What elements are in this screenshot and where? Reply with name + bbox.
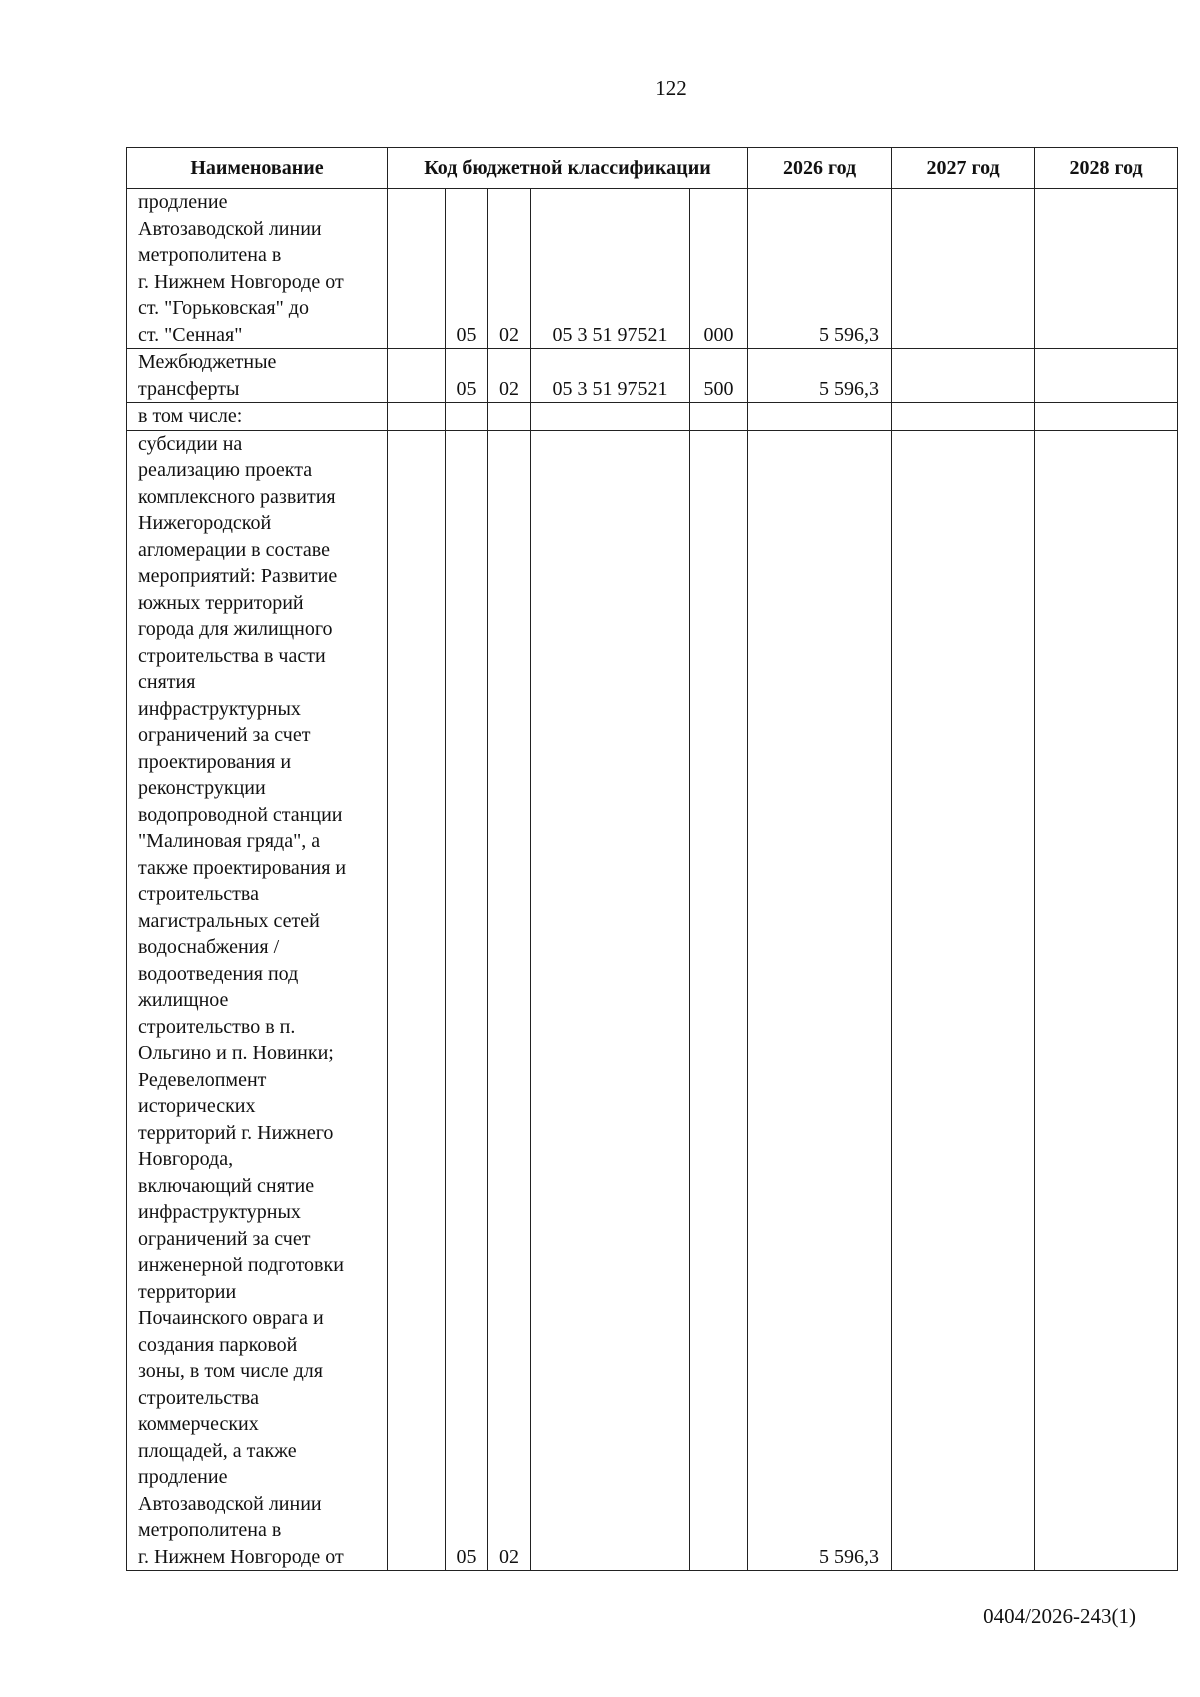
row-section [446, 403, 488, 431]
row-value-2028 [1035, 430, 1178, 1571]
row-target-code [531, 430, 690, 1571]
row-code-blank [388, 189, 446, 349]
document-code: 0404/2026-243(1) [983, 1604, 1136, 1628]
row-section: 05 [446, 189, 488, 349]
row-value-2027 [892, 403, 1035, 431]
row-name: субсидии на реализацию проекта комплексного развития Нижегородской агломерации в составе мероприятий: Развитие южных территорий города для жилищного строительства в части снятия инфраструктурных ограничений за счет проектирования и реконструкции водопроводной станции "Малиновая гряда", а также проектирования и строительства магистральных сетей водоснабжения / водоотведения под жилищное строительство в п. Ольгино и п. Новинки; Редевелопмент исторических территорий г. Нижнего Новгорода, включающий снятие инфраструктурных ограничений за счет инженерной подготовки территории Почаинского оврага и создания парковой зоны, в том числе для строительства коммерческих площадей, а также продление Автозаводской линии метрополитена в г. Нижнем Новгороде от [127, 430, 388, 1571]
row-name: продление Автозаводской линии метрополитена в г. Нижнем Новгороде от ст. "Горьковская" до ст. "Сенная" [127, 189, 388, 349]
table-row [127, 403, 1178, 431]
page-number: 122 [655, 76, 687, 100]
row-subsection [488, 403, 531, 431]
row-expense-type: 000 [690, 189, 748, 349]
row-subsection: 02 [488, 189, 531, 349]
row-subsection: 02 [488, 430, 531, 1571]
row-target-code [531, 403, 690, 431]
table-header-row [127, 148, 1178, 189]
row-expense-type [690, 430, 748, 1571]
header-2027: 2027 год [892, 148, 1035, 189]
row-code-blank [388, 403, 446, 431]
table-row [127, 430, 1178, 1571]
row-value-2026: 5 596,3 [748, 189, 892, 349]
row-target-code: 05 3 51 97521 [531, 189, 690, 349]
table-row [127, 189, 1178, 349]
row-value-2028 [1035, 403, 1178, 431]
row-value-2026: 5 596,3 [748, 349, 892, 403]
budget-table [126, 147, 1178, 1571]
header-name: Наименование [127, 148, 388, 189]
row-value-2027 [892, 349, 1035, 403]
row-subsection: 02 [488, 349, 531, 403]
row-section: 05 [446, 430, 488, 1571]
table-row [127, 349, 1178, 403]
row-value-2028 [1035, 189, 1178, 349]
header-code: Код бюджетной классификации [388, 148, 748, 189]
header-2026: 2026 год [748, 148, 892, 189]
row-target-code: 05 3 51 97521 [531, 349, 690, 403]
row-value-2027 [892, 430, 1035, 1571]
row-section: 05 [446, 349, 488, 403]
row-value-2026: 5 596,3 [748, 430, 892, 1571]
row-expense-type [690, 403, 748, 431]
row-code-blank [388, 430, 446, 1571]
row-name: в том числе: [127, 403, 388, 431]
header-2028: 2028 год [1035, 148, 1178, 189]
row-value-2027 [892, 189, 1035, 349]
row-value-2026 [748, 403, 892, 431]
row-name: Межбюджетные трансферты [127, 349, 388, 403]
row-expense-type: 500 [690, 349, 748, 403]
row-code-blank [388, 349, 446, 403]
row-value-2028 [1035, 349, 1178, 403]
